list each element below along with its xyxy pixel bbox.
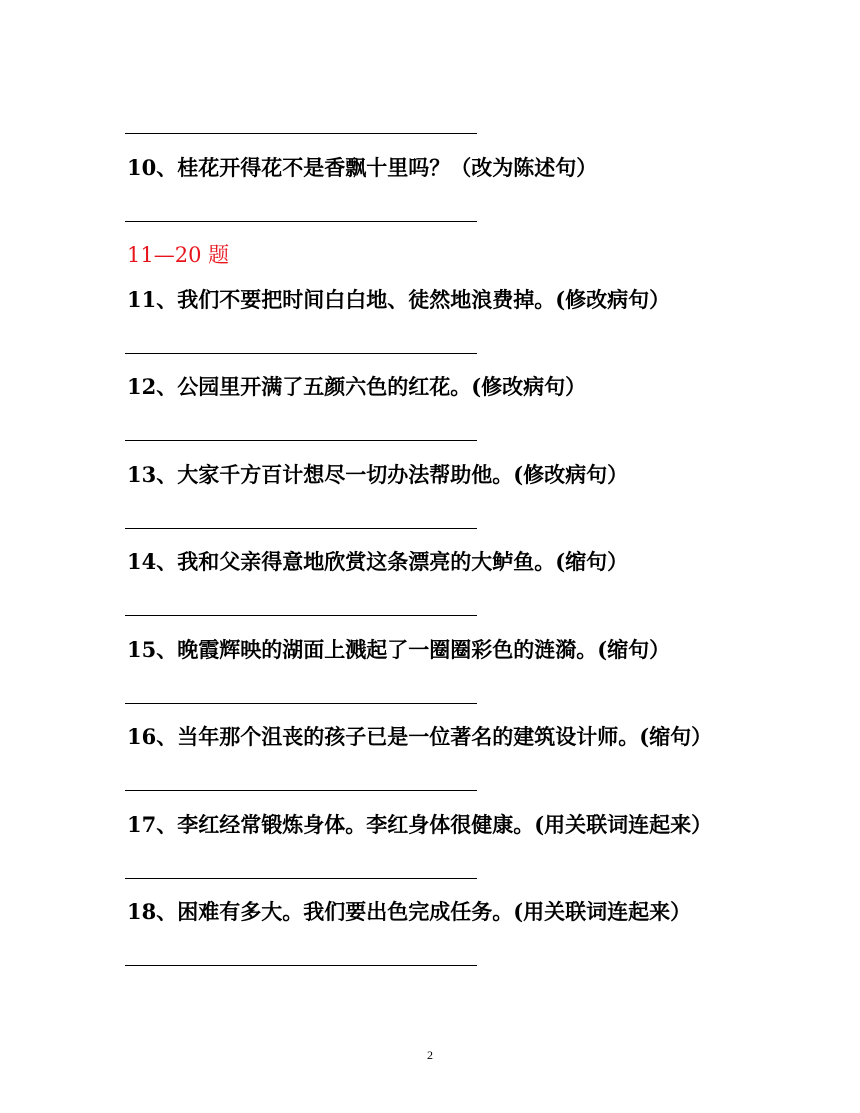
- answer-line-12[interactable]: [125, 440, 477, 441]
- question-18: 18、困难有多大。我们要出色完成任务。(用关联词连起来）: [127, 899, 692, 924]
- answer-line-14[interactable]: [125, 615, 477, 616]
- question-16: 16、当年那个沮丧的孩子已是一位著名的建筑设计师。(缩句）: [127, 724, 713, 749]
- question-10: 10、桂花开得花不是香飘十里吗？（改为陈述句）: [127, 155, 598, 180]
- answer-line-9[interactable]: [125, 133, 477, 134]
- answer-line-11[interactable]: [125, 353, 477, 354]
- answer-line-18[interactable]: [125, 965, 477, 966]
- answer-line-10[interactable]: [125, 221, 477, 222]
- question-14: 14、我和父亲得意地欣赏这条漂亮的大鲈鱼。(缩句）: [127, 549, 629, 574]
- answer-line-15[interactable]: [125, 703, 477, 704]
- question-12: 12、公园里开满了五颜六色的红花。(修改病句）: [127, 374, 587, 399]
- section-heading: 11—20 题: [127, 243, 230, 267]
- question-13: 13、大家千方百计想尽一切办法帮助他。(修改病句）: [127, 462, 629, 487]
- question-17: 17、李红经常锻炼身体。李红身体很健康。(用关联词连起来）: [127, 812, 713, 837]
- page-number: 2: [427, 1048, 433, 1062]
- answer-line-17[interactable]: [125, 878, 477, 879]
- question-11: 11、我们不要把时间白白地、徒然地浪费掉。(修改病句）: [127, 287, 671, 312]
- question-15: 15、晚霞辉映的湖面上溅起了一圈圈彩色的涟漪。(缩句）: [127, 637, 671, 662]
- answer-line-16[interactable]: [125, 790, 477, 791]
- answer-line-13[interactable]: [125, 528, 477, 529]
